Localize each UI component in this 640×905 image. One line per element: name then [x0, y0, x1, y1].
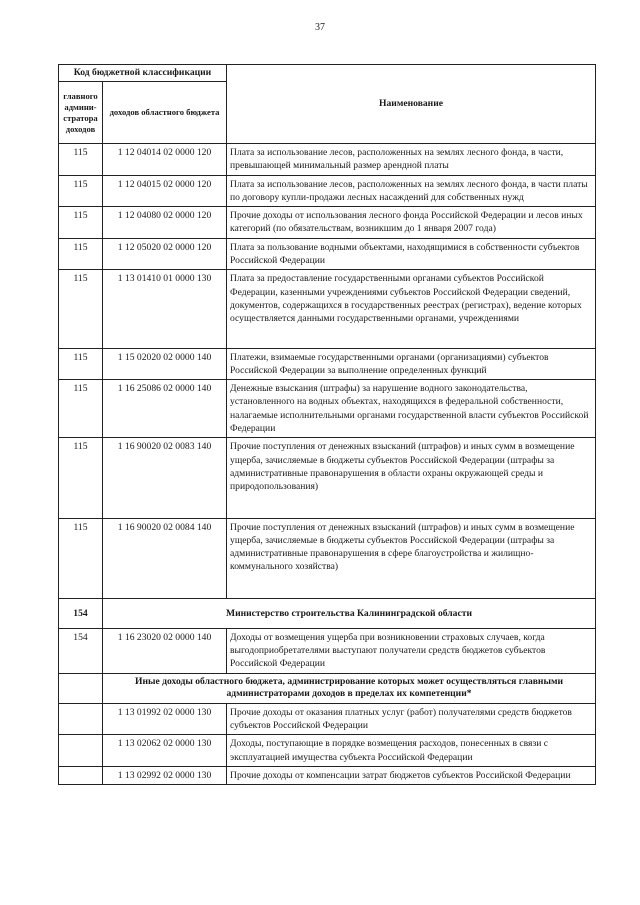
income-code-cell: 1 16 25086 02 0000 140	[103, 380, 227, 438]
note-text: Иные доходы областного бюджета, администрирование которых может осуществляться главными администраторами доходов в пределах их компетенции*	[103, 673, 596, 703]
admin-code-cell: 115	[59, 438, 103, 518]
table-row	[59, 270, 596, 348]
table-row	[59, 518, 596, 598]
admin-code-cell	[59, 766, 103, 784]
income-code-cell: 1 13 01410 01 0000 130	[103, 270, 227, 348]
admin-code-cell	[59, 703, 103, 735]
admin-code-cell: 115	[59, 270, 103, 348]
admin-code-cell: 115	[59, 238, 103, 270]
income-code-cell: 1 12 04080 02 0000 120	[103, 207, 227, 239]
income-code-cell: 1 13 02062 02 0000 130	[103, 735, 227, 767]
income-name-cell: Прочие доходы от использования лесного фонда Российской Федерации и лесов иных категорий (по обязательствам, возникшим до 1 января 2007 года)	[227, 207, 596, 239]
income-code-cell: 1 12 05020 02 0000 120	[103, 238, 227, 270]
income-code-cell: 1 12 04014 02 0000 120	[103, 144, 227, 176]
section-title: Министерство строительства Калининградской области	[103, 598, 596, 628]
income-name-cell: Платежи, взимаемые государственными органами (организациями) субъектов Российской Федерации за выполнение определенных функций	[227, 348, 596, 380]
table-row	[59, 144, 596, 176]
admin-column-header: главного админи-стратора доходов	[59, 82, 103, 144]
code-group-header: Код бюджетной классификации	[59, 65, 227, 82]
income-code-cell: 1 16 23020 02 0000 140	[103, 628, 227, 673]
income-name-cell: Плата за использование лесов, расположенных на землях лесного фонда, в части платы по договору купли-продажи лесных насаждений для собственных нужд	[227, 175, 596, 207]
income-code-cell: 1 16 90020 02 0083 140	[103, 438, 227, 518]
admin-code-cell: 115	[59, 380, 103, 438]
income-column-header: доходов областного бюджета	[103, 82, 227, 144]
table-row	[59, 380, 596, 438]
admin-code-cell: 115	[59, 175, 103, 207]
table-row	[59, 628, 596, 673]
table-row	[59, 238, 596, 270]
header-row-1	[59, 65, 596, 82]
admin-code-cell: 154	[59, 628, 103, 673]
income-code-cell: 1 16 90020 02 0084 140	[103, 518, 227, 598]
income-name-cell: Плата за предоставление государственными органами субъектов Российской Федерации, казенными учреждениями субъектов Российской Федерации сведений, документов, содержащихся в государственных реестрах (регистрах), ведение которых осуществляется данными государственными органами, учреждениями	[227, 270, 596, 348]
income-name-cell: Прочие доходы от оказания платных услуг (работ) получателями средств бюджетов субъектов Российской Федерации	[227, 703, 596, 735]
admin-code-cell: 115	[59, 144, 103, 176]
table-row	[59, 703, 596, 735]
income-name-cell: Плата за использование лесов, расположенных на землях лесного фонда, в части, превышающей минимальный размер арендной платы	[227, 144, 596, 176]
table-row	[59, 207, 596, 239]
section-admin: 154	[59, 598, 103, 628]
income-name-cell: Плата за пользование водными объектами, находящимися в собственности субъектов Российской Федерации	[227, 238, 596, 270]
table-row	[59, 438, 596, 518]
admin-code-cell: 115	[59, 348, 103, 380]
income-name-cell: Доходы от возмещения ущерба при возникновении страховых случаев, когда выгодоприобретателями выступают получатели средств бюджетов субъектов Российской Федерации	[227, 628, 596, 673]
income-code-cell: 1 13 01992 02 0000 130	[103, 703, 227, 735]
income-code-cell: 1 13 02992 02 0000 130	[103, 766, 227, 784]
admin-code-cell: 115	[59, 207, 103, 239]
income-name-cell: Денежные взыскания (штрафы) за нарушение водного законодательства, установленного на водных объектах, находящихся в федеральной собственности, налагаемые исполнительными органами государственной власти субъектов Российской Федерации	[227, 380, 596, 438]
table-row	[59, 766, 596, 784]
note-row	[59, 673, 596, 703]
note-empty-cell	[59, 673, 103, 703]
income-code-cell: 1 12 04015 02 0000 120	[103, 175, 227, 207]
name-column-header: Наименование	[227, 65, 596, 144]
income-name-cell: Прочие доходы от компенсации затрат бюджетов субъектов Российской Федерации	[227, 766, 596, 784]
income-name-cell: Прочие поступления от денежных взысканий (штрафов) и иных сумм в возмещение ущерба, зачисляемые в бюджеты субъектов Российской Федерации (штрафы за административные правонарушения в области охраны окружающей среды и природопользования)	[227, 438, 596, 518]
income-name-cell: Прочие поступления от денежных взысканий (штрафов) и иных сумм в возмещение ущерба, зачисляемые в бюджеты субъектов Российской Федерации (штрафы за административные правонарушения в сфере благоустройства и жилищно-коммунального хозяйства)	[227, 518, 596, 598]
page-number: 37	[315, 22, 325, 33]
table-row	[59, 175, 596, 207]
table-row	[59, 735, 596, 767]
admin-code-cell	[59, 735, 103, 767]
budget-classification-table	[58, 64, 596, 785]
section-row	[59, 598, 596, 628]
admin-code-cell: 115	[59, 518, 103, 598]
table-row	[59, 348, 596, 380]
income-code-cell: 1 15 02020 02 0000 140	[103, 348, 227, 380]
income-name-cell: Доходы, поступающие в порядке возмещения расходов, понесенных в связи с эксплуатацией имущества субъекта Российской Федерации	[227, 735, 596, 767]
